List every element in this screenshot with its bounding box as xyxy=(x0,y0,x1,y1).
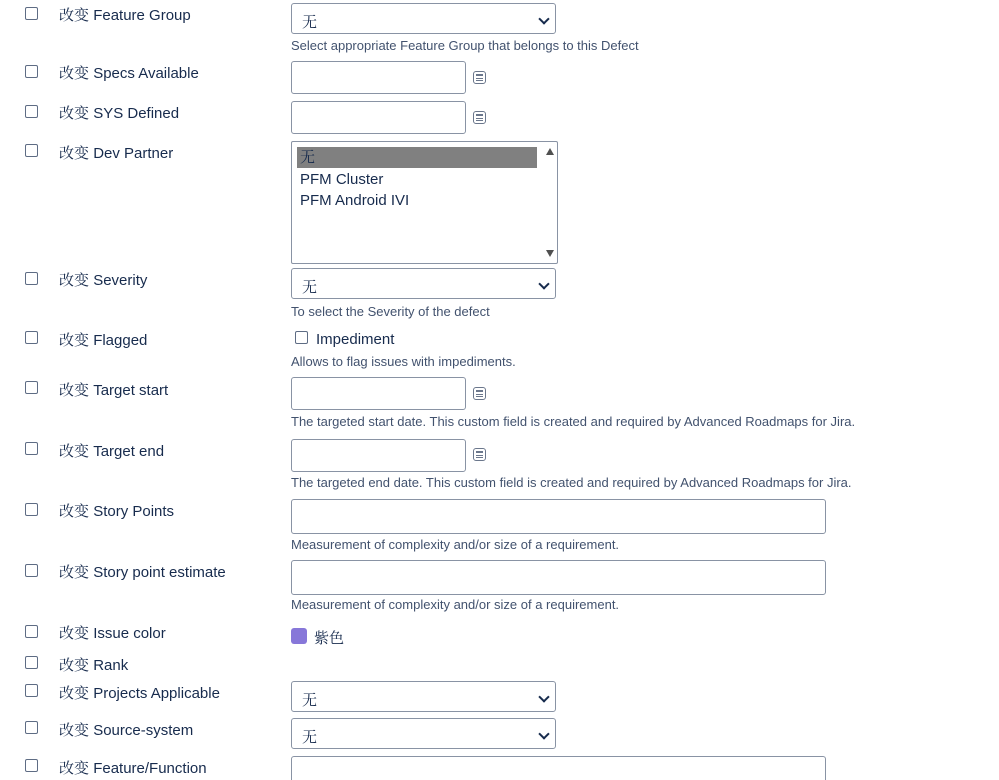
chevron-down-icon xyxy=(538,728,549,739)
change-checkbox-flagged[interactable] xyxy=(25,331,38,344)
severity-select[interactable] xyxy=(291,268,556,299)
change-checkbox-projects-applicable[interactable] xyxy=(25,684,38,697)
target-start-date-input[interactable] xyxy=(291,377,466,410)
change-checkbox-sys-defined[interactable] xyxy=(25,105,38,118)
projects-applicable-select-value: 无 xyxy=(302,692,318,709)
field-label-target-start: 改变 Target start xyxy=(59,382,169,399)
flagged-help: Allows to flag issues with impediments. xyxy=(291,354,516,369)
dev-partner-option[interactable]: 无 xyxy=(297,147,537,168)
impediment-checkbox[interactable] xyxy=(295,331,308,344)
issue-color-swatch[interactable] xyxy=(291,628,307,644)
story-points-help: Measurement of complexity and/or size of a requirement. xyxy=(291,537,620,552)
field-label-target-end: 改变 Target end xyxy=(59,443,165,460)
field-label-story-points: 改变 Story Points xyxy=(59,503,175,520)
field-label-specs-available: 改变 Specs Available xyxy=(59,65,199,82)
listbox-scrollbar[interactable] xyxy=(545,146,555,259)
feature-function-input[interactable] xyxy=(291,756,826,780)
target-end-date-input[interactable] xyxy=(291,439,466,472)
change-checkbox-story-points[interactable] xyxy=(25,503,38,516)
field-label-source-system: 改变 Source-system xyxy=(59,722,194,739)
field-label-issue-color: 改变 Issue color xyxy=(59,625,166,642)
chevron-down-icon xyxy=(538,13,549,24)
calendar-icon[interactable] xyxy=(473,111,486,124)
projects-applicable-select[interactable] xyxy=(291,681,556,712)
calendar-icon[interactable] xyxy=(473,71,486,84)
story-points-input[interactable] xyxy=(291,499,826,534)
story-point-estimate-input[interactable] xyxy=(291,560,826,595)
field-label-feature-group: 改变 Feature Group xyxy=(59,7,191,24)
severity-help: To select the Severity of the defect xyxy=(291,304,490,319)
severity-select-value: 无 xyxy=(302,279,318,296)
issue-color-value: 紫色 xyxy=(314,630,345,647)
change-checkbox-severity[interactable] xyxy=(25,272,38,285)
scroll-up-arrow-icon[interactable] xyxy=(546,148,554,155)
dev-partner-option[interactable]: PFM Android IVI xyxy=(300,192,410,209)
sys-defined-date-input[interactable] xyxy=(291,101,466,134)
dev-partner-option[interactable]: PFM Cluster xyxy=(300,171,384,188)
source-system-select-value: 无 xyxy=(302,729,318,746)
field-label-feature-function: 改变 Feature/Function xyxy=(59,760,207,777)
change-checkbox-feature-group[interactable] xyxy=(25,7,38,20)
change-checkbox-target-end[interactable] xyxy=(25,442,38,455)
chevron-down-icon xyxy=(538,691,549,702)
scroll-down-arrow-icon[interactable] xyxy=(546,250,554,257)
field-label-story-point-estimate: 改变 Story point estimate xyxy=(59,564,226,581)
feature-group-select[interactable] xyxy=(291,3,556,34)
field-label-sys-defined: 改变 SYS Defined xyxy=(59,105,180,122)
story-point-estimate-help: Measurement of complexity and/or size of a requirement. xyxy=(291,597,620,612)
calendar-icon[interactable] xyxy=(473,448,486,461)
field-label-flagged: 改变 Flagged xyxy=(59,332,148,349)
change-checkbox-feature-function[interactable] xyxy=(25,759,38,772)
target-start-help: The targeted start date. This custom field is created and required by Advanced Roadmaps for Jira. xyxy=(291,414,856,429)
change-checkbox-source-system[interactable] xyxy=(25,721,38,734)
calendar-icon[interactable] xyxy=(473,387,486,400)
change-checkbox-dev-partner[interactable] xyxy=(25,144,38,157)
field-label-dev-partner: 改变 Dev Partner xyxy=(59,145,174,162)
change-checkbox-issue-color[interactable] xyxy=(25,625,38,638)
change-checkbox-story-point-estimate[interactable] xyxy=(25,564,38,577)
change-checkbox-rank[interactable] xyxy=(25,656,38,669)
dev-partner-listbox[interactable] xyxy=(291,141,558,264)
target-end-help: The targeted end date. This custom field is created and required by Advanced Roadmaps for Jira. xyxy=(291,475,852,490)
field-label-projects-applicable: 改变 Projects Applicable xyxy=(59,685,220,702)
field-label-severity: 改变 Severity xyxy=(59,272,148,289)
chevron-down-icon xyxy=(538,278,549,289)
change-checkbox-specs-available[interactable] xyxy=(25,65,38,78)
source-system-select[interactable] xyxy=(291,718,556,749)
change-checkbox-target-start[interactable] xyxy=(25,381,38,394)
feature-group-select-value: 无 xyxy=(302,14,318,31)
specs-available-date-input[interactable] xyxy=(291,61,466,94)
impediment-label: Impediment xyxy=(316,331,395,348)
feature-group-help: Select appropriate Feature Group that belongs to this Defect xyxy=(291,38,639,53)
field-label-rank: 改变 Rank xyxy=(59,657,129,674)
